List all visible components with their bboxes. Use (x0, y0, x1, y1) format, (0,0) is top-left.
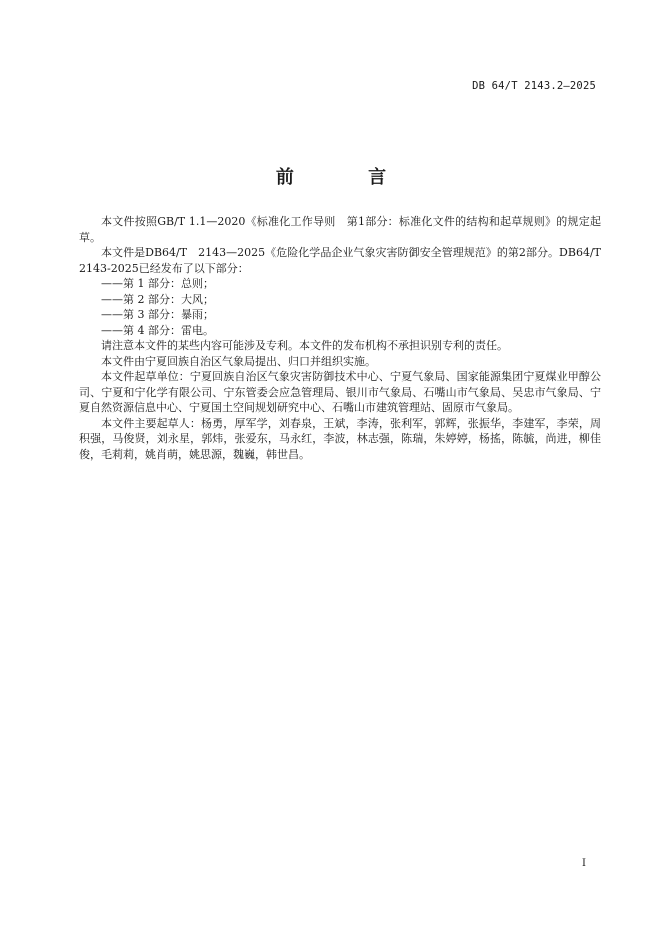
list-item: ——第 2 部分：大风； (101, 292, 214, 306)
page-title: 前 言 (275, 167, 421, 188)
list-item: ——第 3 部分：暴雨； (101, 308, 214, 321)
foreword-body (79, 214, 601, 462)
document-code: DB 64/T 2143.2—2025 (472, 80, 596, 92)
list-item: ——第 4 部分：雷电。 (101, 323, 214, 337)
paragraph-drafters: 本文件主要起草人：杨勇，厚军学，刘春泉，王斌，李涛，张利军，郭辉，张振华，李建军，李荣，周积强，马俊贤，刘永星，郭炜，张爱东，马永红，李波，林志强，陈瑞，朱婷婷，杨搖，陈毓，尚进，柳佳俊，毛莉莉，姚肖萌，姚思源，魏巍，韩世昌。 (79, 416, 601, 461)
list-item: ——第 1 部分：总则； (101, 277, 214, 290)
paragraph-drafting-rules: 本文件按照GB/T 1.1—2020《标准化工作导则 第1部分：标准化文件的结构和起草规则》的规定起草。 (79, 215, 601, 244)
paragraph-series-info: 本文件是DB64/T 2143—2025《危险化学品企业气象灾害防御安全管理规范》的第2部分。DB64/T 2143-2025已经发布了以下部分： (79, 246, 601, 275)
page-number: I (582, 858, 586, 869)
paragraph-proposer: 本文件由宁夏回族自治区气象局提出、归口并组织实施。 (101, 354, 376, 368)
paragraph-drafting-units: 本文件起草单位：宁夏回族自治区气象灾害防御技术中心、宁夏气象局、国家能源集团宁夏煤业甲醇公司、宁夏和宁化学有限公司、宁东管委会应急管理局、银川市气象局、石嘴山市气象局、吴忠市气象局、宁夏自然资源信息中心、宁夏国土空间规划研究中心、石嘴山市建筑管理站、固原市气象局。 (79, 370, 601, 414)
paragraph-patent-notice: 请注意本文件的某些内容可能涉及专利。本文件的发布机构不承担识别专利的责任。 (101, 339, 508, 352)
